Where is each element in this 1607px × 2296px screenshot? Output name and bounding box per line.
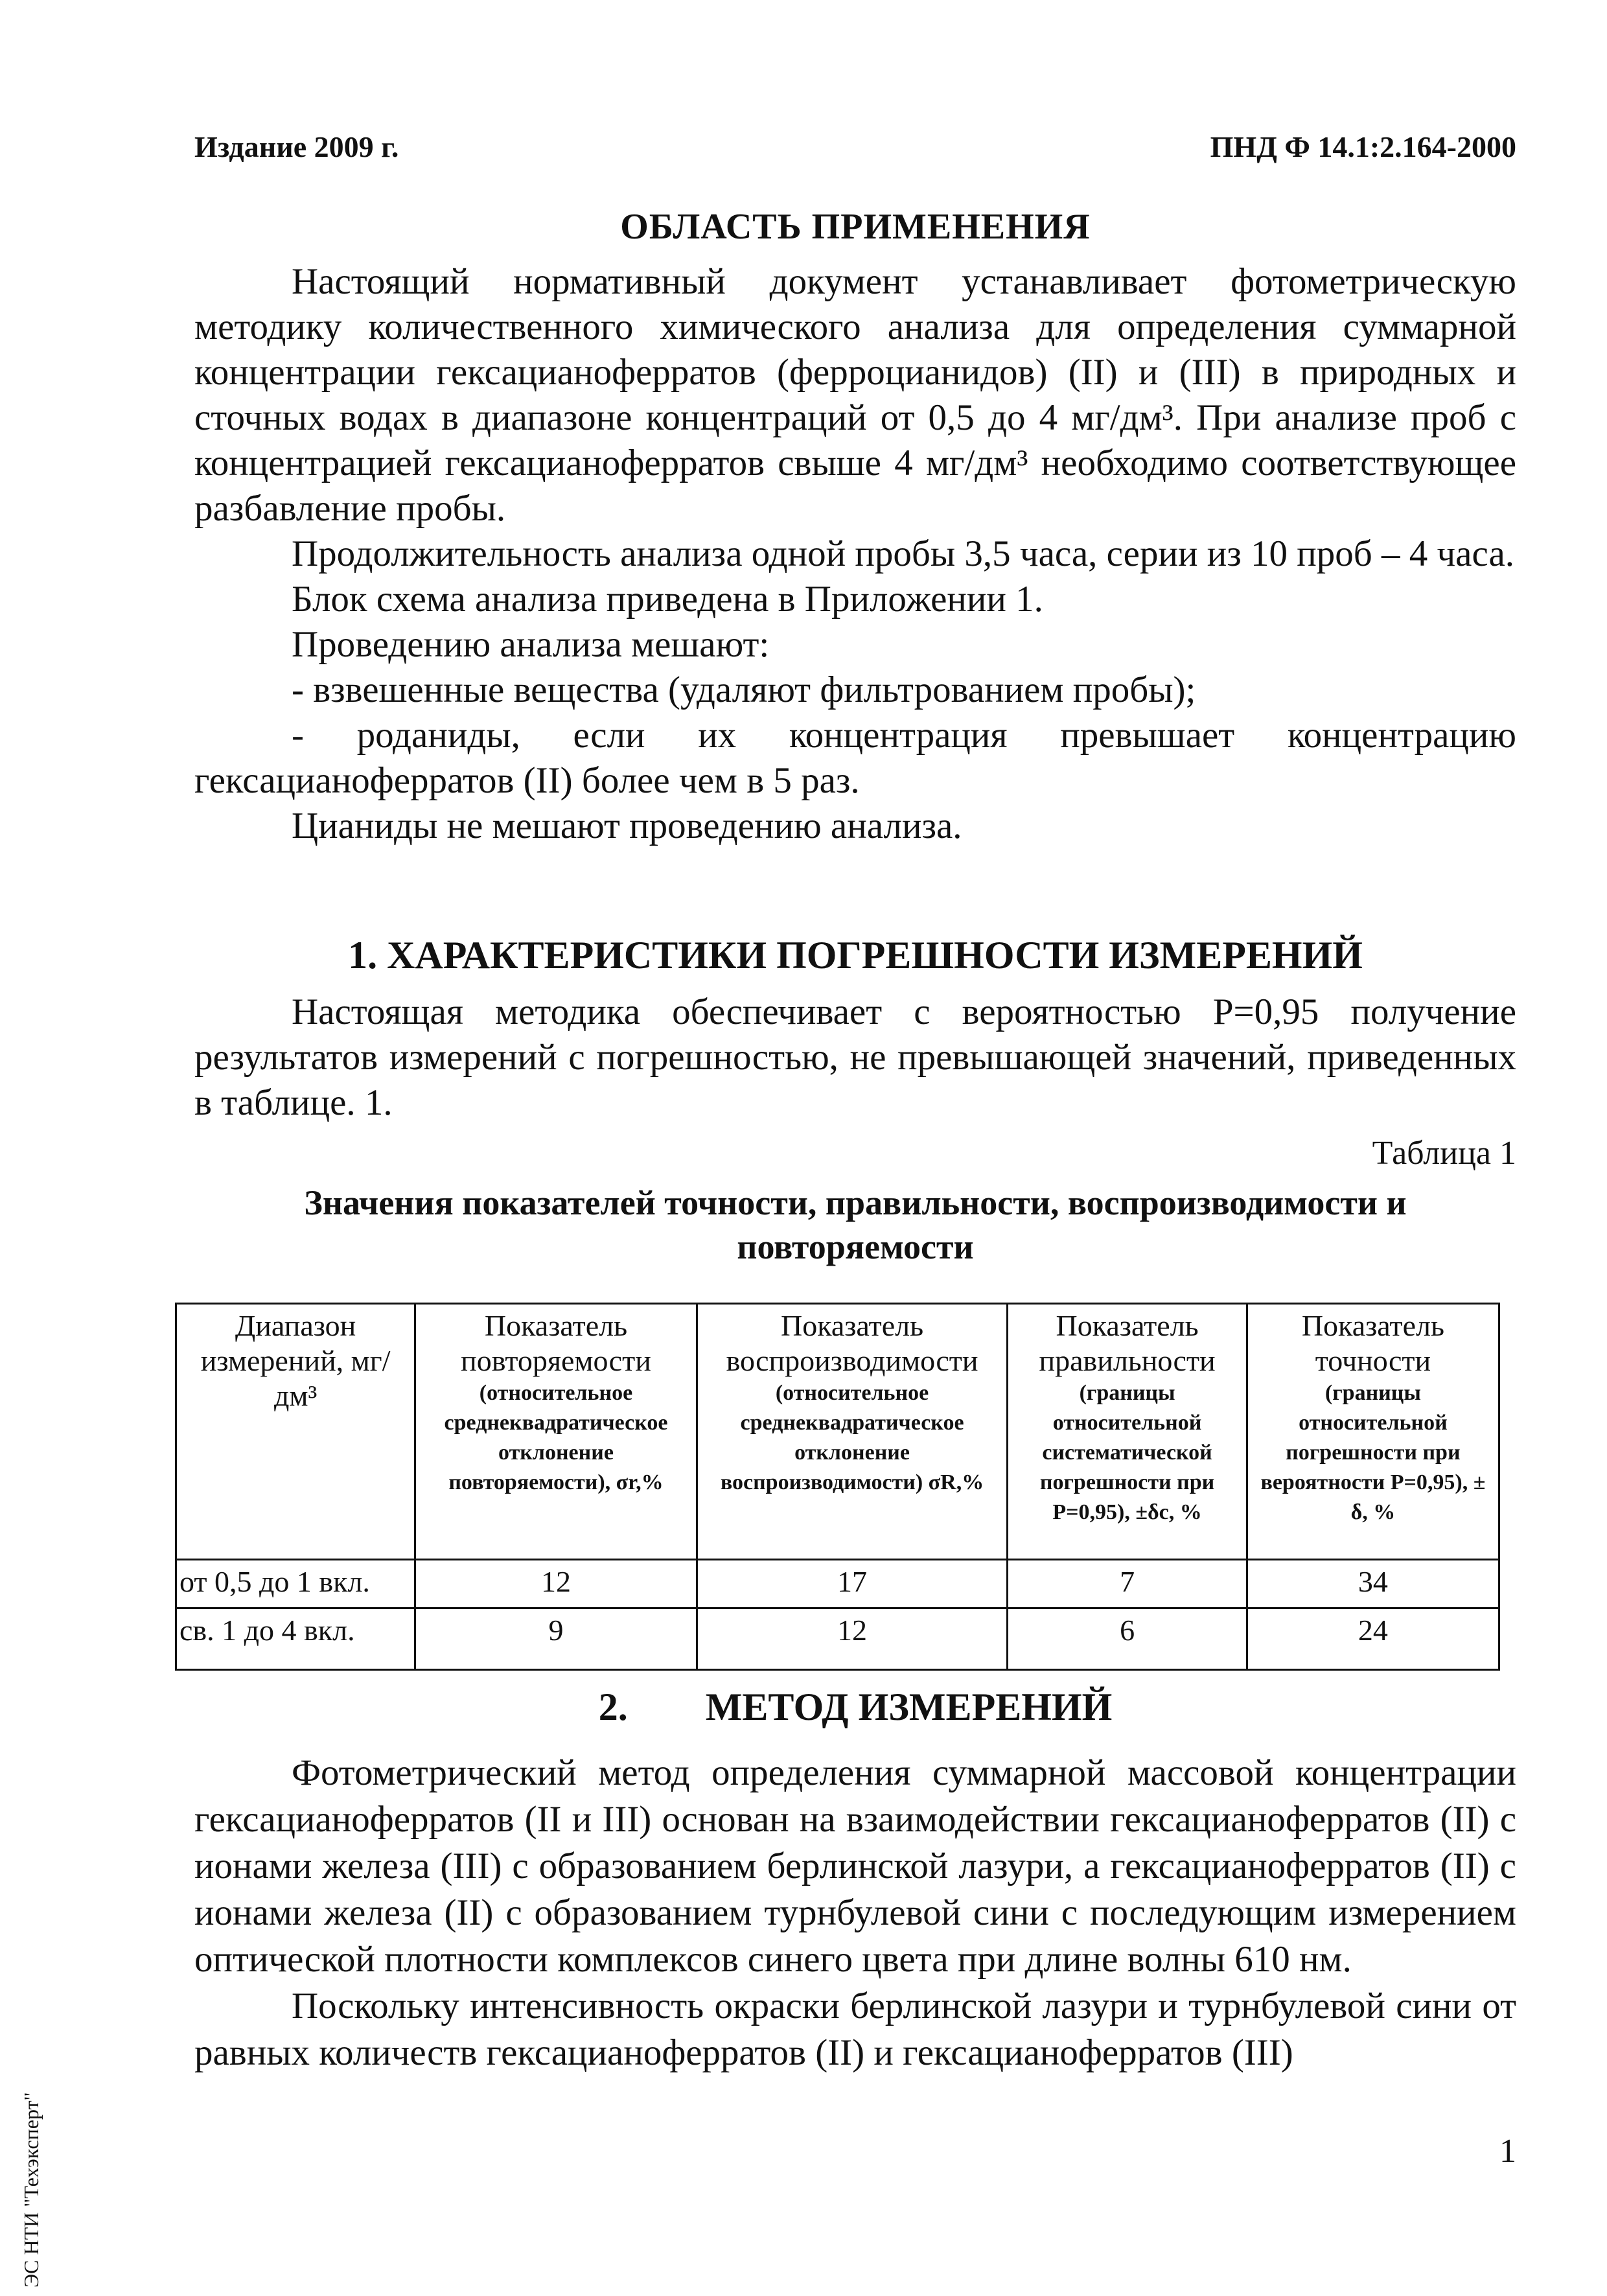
section-1-paragraph: Настоящая методика обеспечивает с вероятностью Р=0,95 получение результатов измерений с погрешностью, не превышающей значений, приведенных в таблице. 1. (194, 991, 1516, 1123)
page-number: 1 (1499, 2133, 1516, 2170)
section-2-title (194, 1685, 1516, 1730)
value-cell: 12 (697, 1608, 1008, 1670)
document-code: ПНД Ф 14.1:2.164-2000 (1210, 130, 1516, 163)
scope-paragraph-4: Проведению анализа мешают: (292, 624, 770, 665)
table-header-row (176, 1304, 1499, 1560)
scope-paragraph-2: Продолжительность анализа одной пробы 3,5 часа, серии из 10 проб – 4 часа. (292, 533, 1515, 574)
side-watermark (19, 1977, 58, 2288)
table-title: Значения показателей точности, правильности, воспроизводимости и повторяемости (304, 1183, 1407, 1266)
value-cell: 34 (1247, 1560, 1499, 1608)
header-repeatability: Показатель повторяемости (относительное среднеквадратическое отклонение повторяемости), σr,% (415, 1304, 697, 1560)
table-row (176, 1608, 1499, 1670)
section-2-body (194, 1750, 1516, 2076)
section-1-body (194, 990, 1516, 1126)
scope-paragraph-7: Цианиды не мешают проведению анализа. (292, 806, 962, 846)
scope-paragraph-1: Настоящий нормативный документ устанавливает фотометрическую методику количественного химического анализа для определения суммарной концентрации гексацианоферратов (ферроцианидов) (II) и (III) в природных и сточных водах в диапазоне концентраций от 0,5 до 4 мг/дм³. При анализе проб с концентрацией гексацианоферратов свыше 4 мг/дм³ необходимо соответствующее разбавление пробы. (194, 261, 1516, 529)
range-cell: св. 1 до 4 вкл. (176, 1608, 415, 1670)
scope-paragraph-3: Блок схема анализа приведена в Приложении 1. (292, 579, 1043, 620)
value-cell: 12 (415, 1560, 697, 1608)
section-2-number: 2. (598, 1686, 628, 1728)
side-watermark-text: ЭС НТИ "Техэксперт" (19, 2092, 43, 2288)
value-cell: 7 (1008, 1560, 1247, 1608)
section-2-paragraph-2: Поскольку интенсивность окраски берлинской лазури и турнбулевой сини от равных количеств гексацианоферратов (II) и гексацианоферратов (III) (194, 1986, 1516, 2073)
value-cell: 9 (415, 1608, 697, 1670)
value-cell: 6 (1008, 1608, 1247, 1670)
accuracy-table (175, 1303, 1500, 1671)
header-accuracy: Показатель точности (границы относительной погрешности при вероятности Р=0,95), ± δ, % (1247, 1304, 1499, 1560)
edition-label: Издание 2009 г. (194, 130, 399, 163)
header-reproducibility: Показатель воспроизводимости (относительное среднеквадратическое отклонение воспроизводимости) σR,% (697, 1304, 1008, 1560)
table-number: Таблица 1 (1372, 1135, 1516, 1172)
range-cell: от 0,5 до 1 вкл. (176, 1560, 415, 1608)
scope-title: ОБЛАСТЬ ПРИМЕНЕНИЯ (620, 207, 1091, 247)
page-header (194, 130, 1516, 168)
table-row (176, 1560, 1499, 1608)
header-trueness: Показатель правильности (границы относительной систематической погрешности при Р=0,95), ±δc, % (1008, 1304, 1247, 1560)
value-cell: 24 (1247, 1608, 1499, 1670)
scope-paragraph-6: - роданиды, если их концентрация превышает концентрацию гексацианоферратов (II) более чем в 5 раз. (194, 715, 1516, 801)
scope-body (194, 259, 1516, 849)
section-2-paragraph-1: Фотометрический метод определения суммарной массовой концентрации гексацианоферратов (II и III) основан на взаимодействии гексацианоферратов (II) с ионами железа (III) с образованием берлинской лазури, а гексацианоферратов (II) с ионами железа (II) с образованием турнбулевой сини с последующим измерением оптической плотности комплексов синего цвета при длине волны 610 нм. (194, 1752, 1516, 1980)
scope-paragraph-5: - взвешенные вещества (удаляют фильтрованием пробы); (292, 669, 1196, 710)
section-2-heading: МЕТОД ИЗМЕРЕНИЙ (705, 1686, 1113, 1728)
section-1-title: 1. ХАРАКТЕРИСТИКИ ПОГРЕШНОСТИ ИЗМЕРЕНИЙ (348, 934, 1363, 977)
header-range: Диапазон измерений, мг/дм³ (176, 1304, 415, 1560)
value-cell: 17 (697, 1560, 1008, 1608)
